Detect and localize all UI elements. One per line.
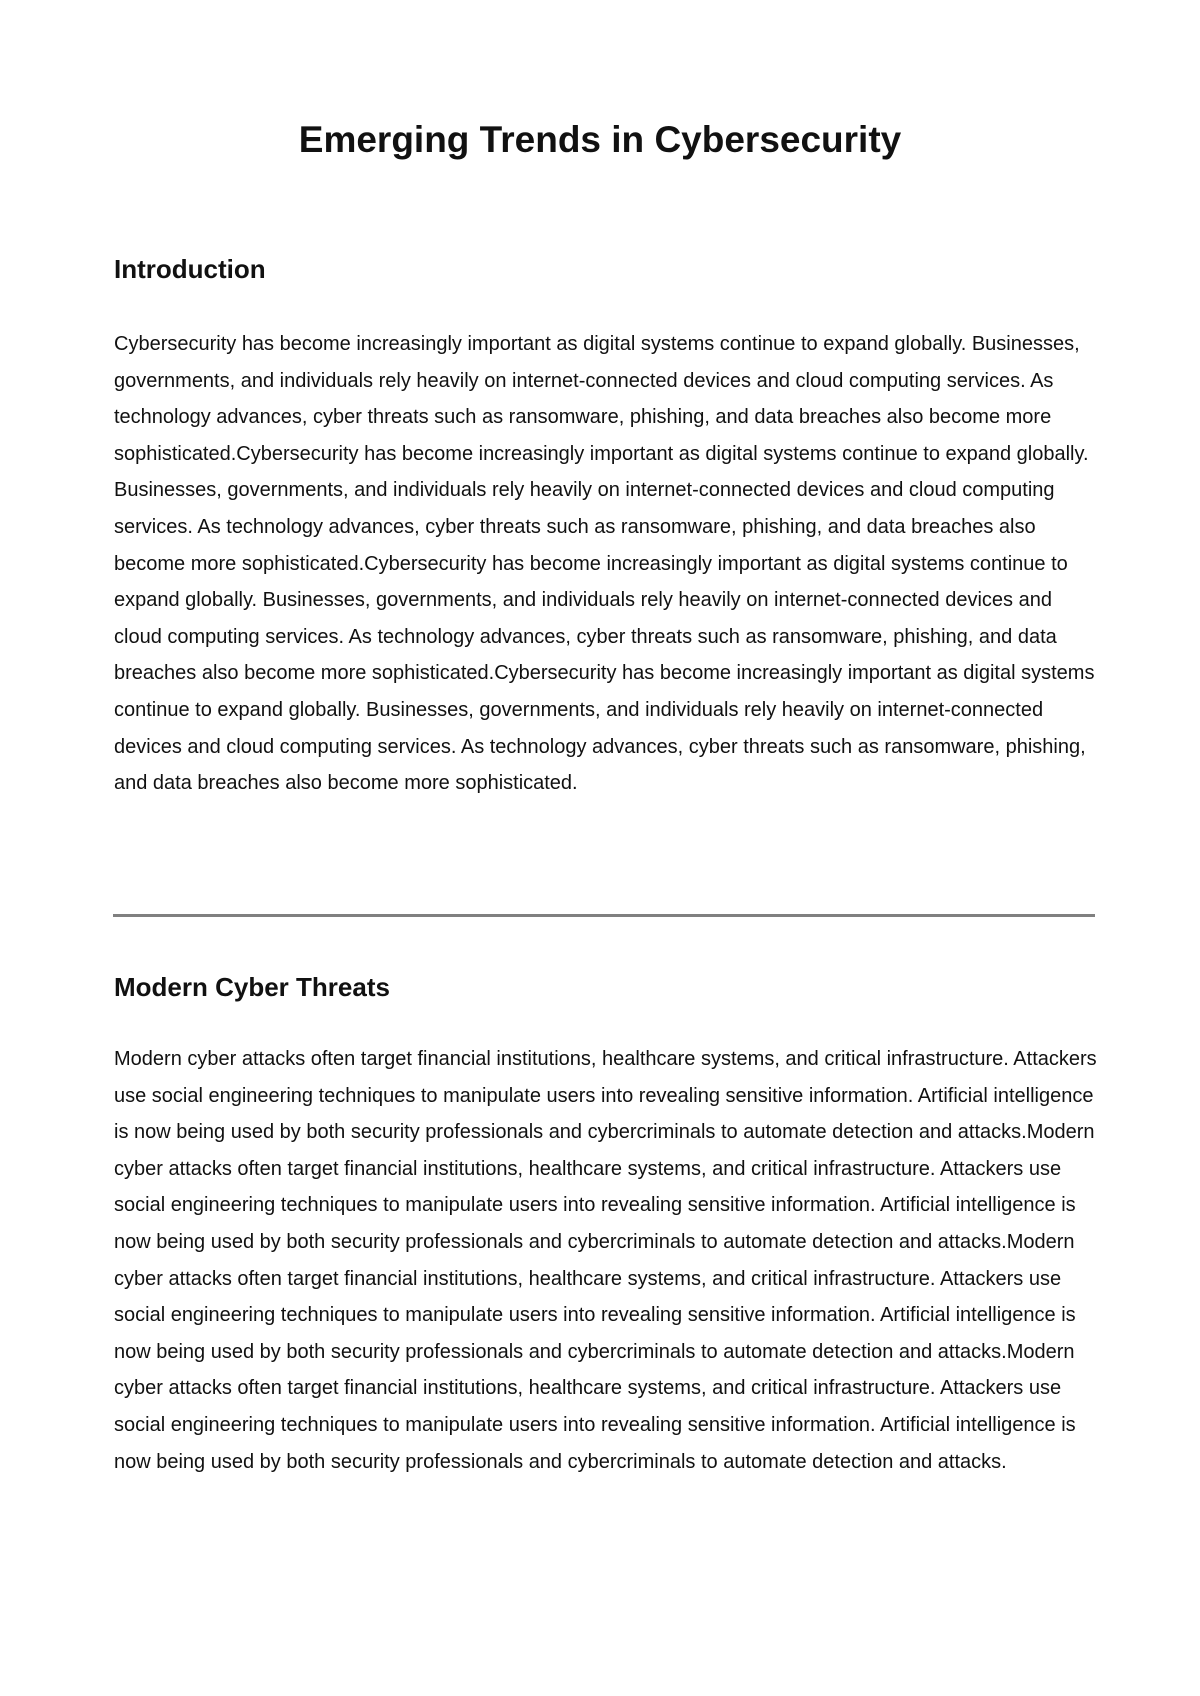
- document-title: Emerging Trends in Cybersecurity: [298, 119, 902, 160]
- section-heading-modern-cyber-threats: Modern Cyber Threats: [114, 972, 390, 1002]
- section-heading-introduction: Introduction: [114, 254, 266, 284]
- section-body-modern-cyber-threats: Modern cyber attacks often target financial institutions, healthcare systems, and critical infrastructure. Attackers use social engineering techniques to manipulate users into revealing sensitive information. Artificial intelligence is now being used by both security professionals and cybercriminals to automate detection and attacks.Modern cyber attacks often target financial institutions, healthcare systems, and critical infrastructure. Attackers use social engineering techniques to manipulate users into revealing sensitive information. Artificial intelligence is now being used by both security professionals and cybercriminals to automate detection and attacks.Modern cyber attacks often target financial institutions, healthcare systems, and critical infrastructure. Attackers use social engineering techniques to manipulate users into revealing sensitive information. Artificial intelligence is now being used by both security professionals and cybercriminals to automate detection and attacks.Modern cyber attacks often target financial institutions, healthcare systems, and critical infrastructure. Attackers use social engineering techniques to manipulate users into revealing sensitive information. Artificial intelligence is now being used by both security professionals and cybercriminals to automate detection and attacks.: [114, 1048, 1097, 1473]
- section-divider: [113, 914, 1095, 917]
- section-body-introduction: Cybersecurity has become increasingly important as digital systems continue to expand globally. Businesses, governments, and individuals rely heavily on internet-connected devices and cloud computing services. As technology advances, cyber threats such as ransomware, phishing, and data breaches also become more sophisticated.Cybersecurity has become increasingly important as digital systems continue to expand globally. Businesses, governments, and individuals rely heavily on internet-connected devices and cloud computing services. As technology advances, cyber threats such as ransomware, phishing, and data breaches also become more sophisticated.Cybersecurity has become increasingly important as digital systems continue to expand globally. Businesses, governments, and individuals rely heavily on internet-connected devices and cloud computing services. As technology advances, cyber threats such as ransomware, phishing, and data breaches also become more sophisticated.Cybersecurity has become increasingly important as digital systems continue to expand globally. Businesses, governments, and individuals rely heavily on internet-connected devices and cloud computing services. As technology advances, cyber threats such as ransomware, phishing, and data breaches also become more sophisticated.: [114, 333, 1095, 795]
